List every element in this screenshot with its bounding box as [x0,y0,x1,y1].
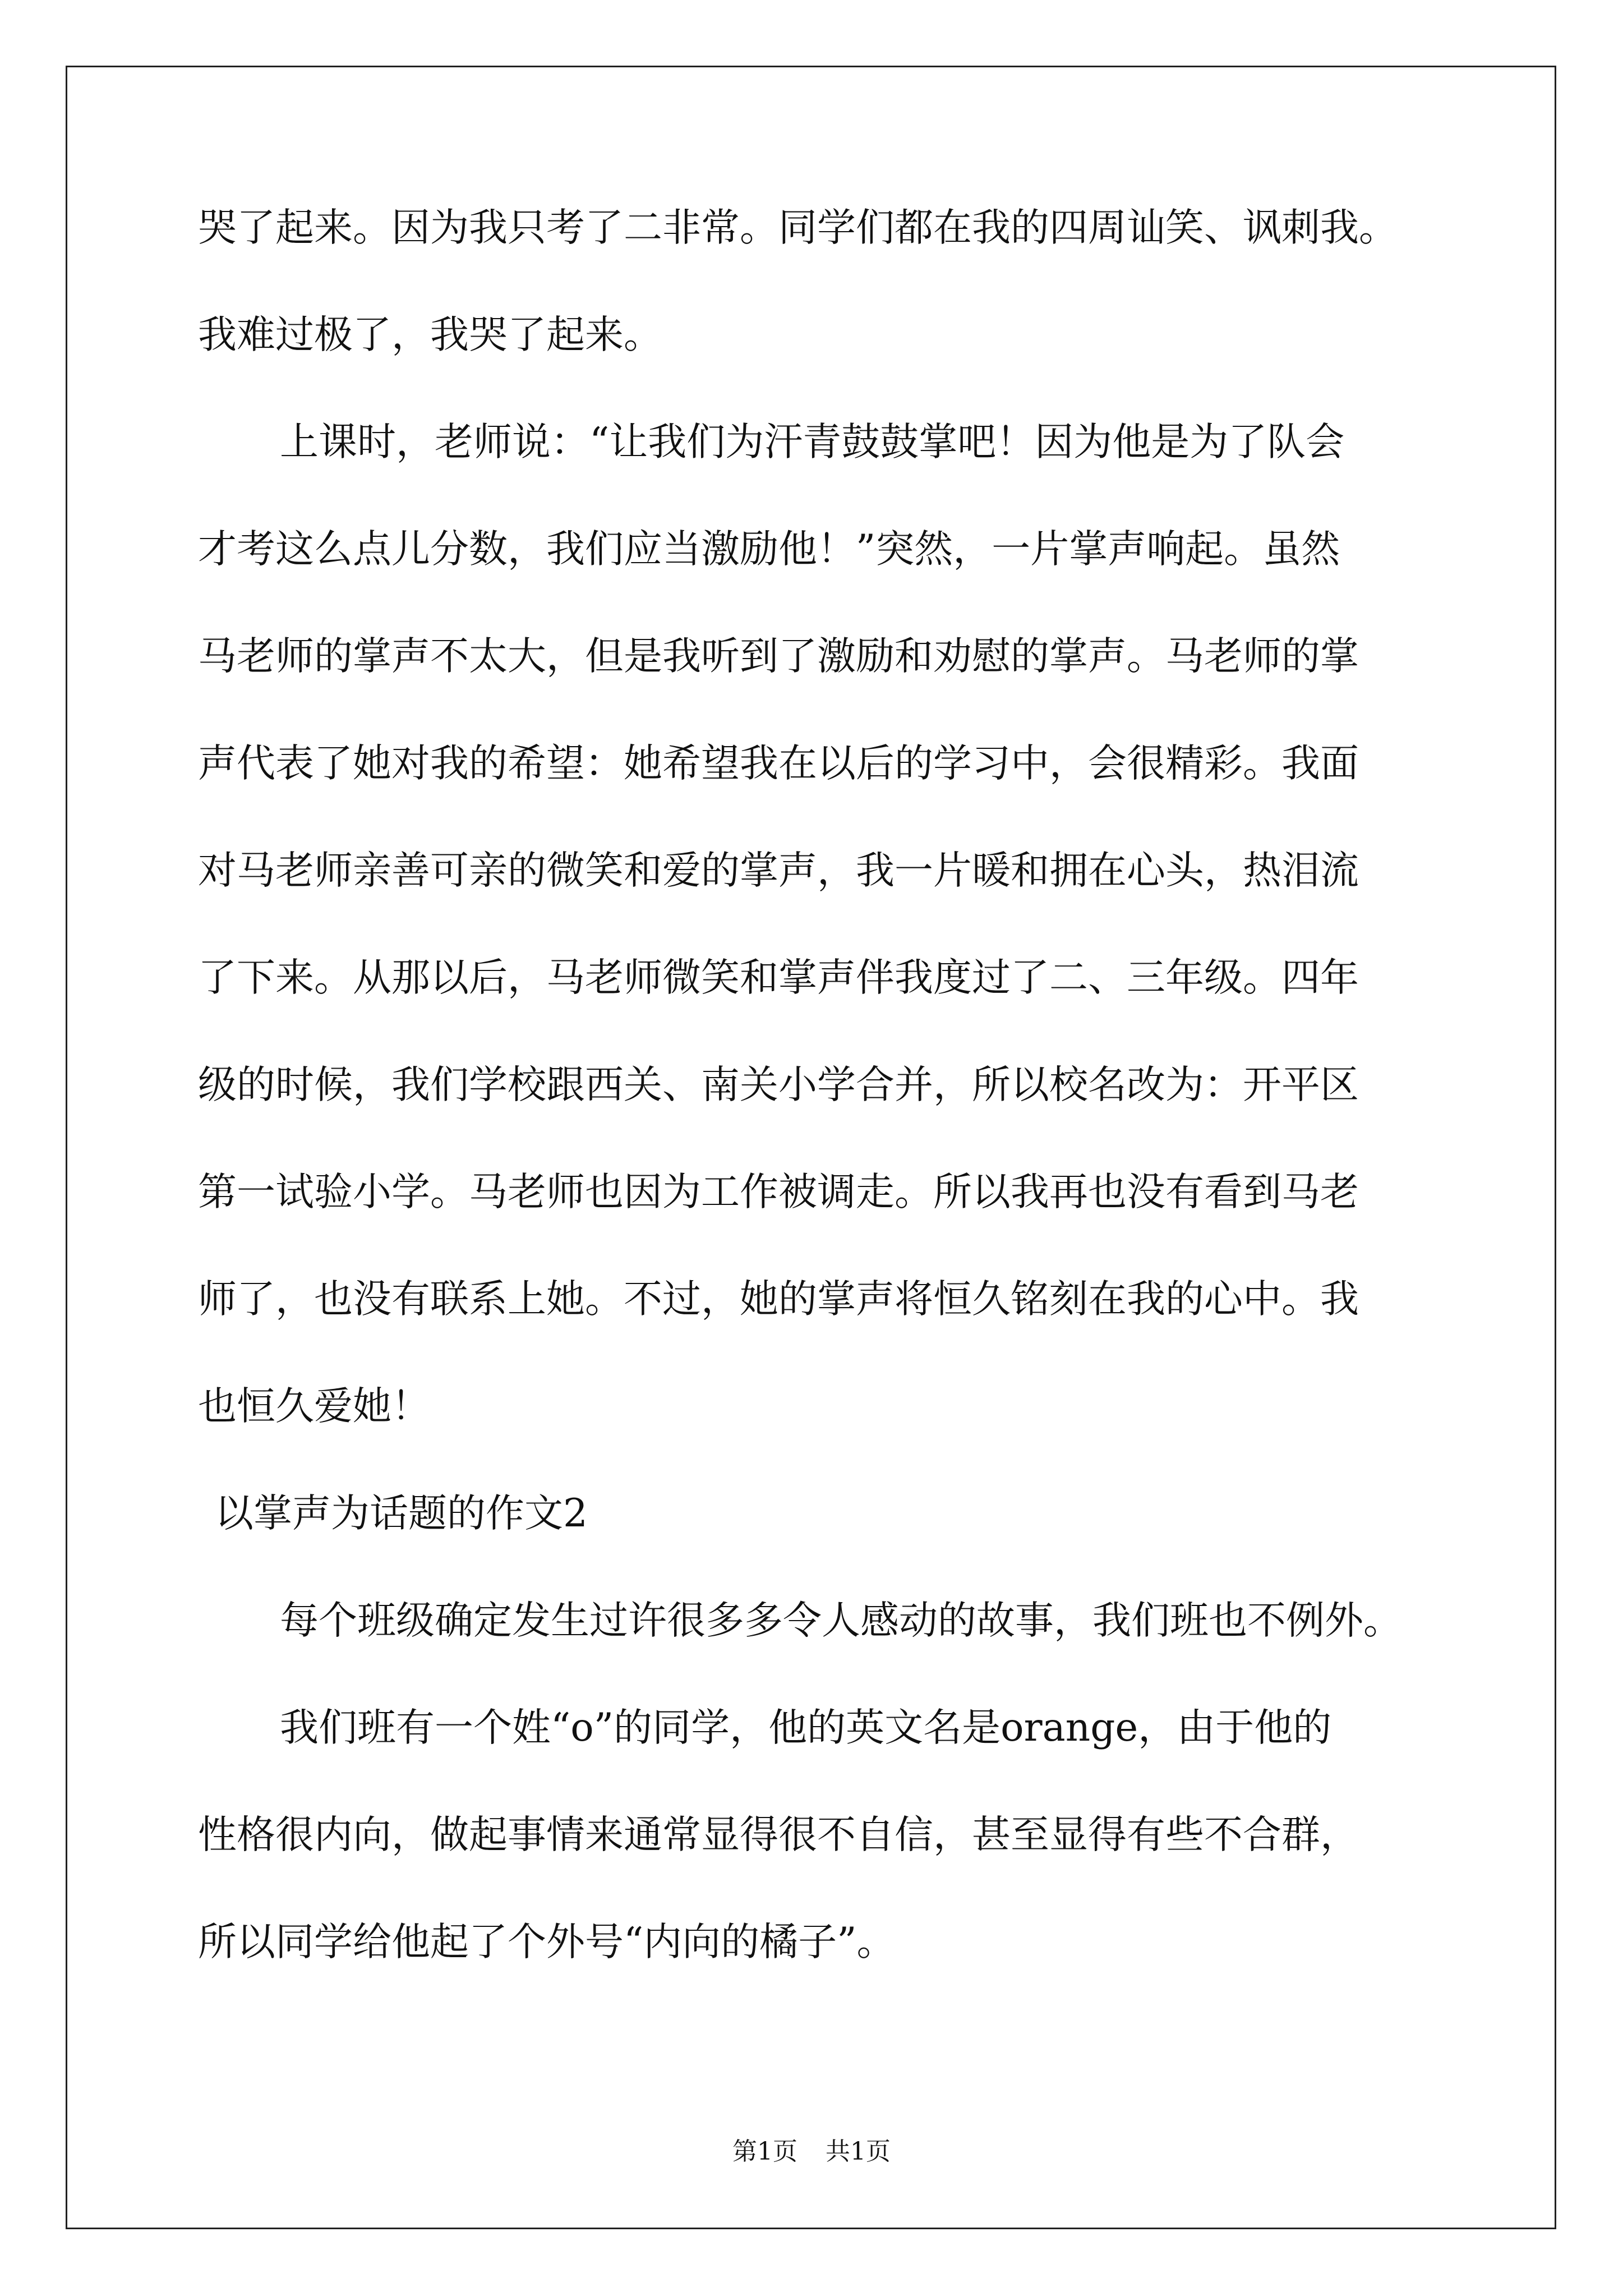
page-footer [0,2139,1623,2164]
page-number: 第1页 [732,2137,797,2166]
section-heading: 以掌声为话题的作文2 [215,1491,588,1536]
paragraph-line: 才考这么点儿分数，我们应当激励他！”突然，一片掌声响起。虽然 [198,527,1340,572]
paragraph-line: 我们班有一个姓“o”的同学，他的英文名是orange，由于他的 [280,1705,1332,1750]
paragraph-line: 了下来。从那以后，马老师微笑和掌声伴我度过了二、三年级。四年 [198,955,1359,1000]
paragraph-line: 所以同学给他起了个外号“内向的橘子”。 [198,1920,896,1964]
paragraph-line: 级的时候，我们学校跟西关、南关小学合并，所以校名改为：开平区 [198,1062,1359,1107]
paragraph-line: 马老师的掌声不太大，但是我听到了激励和劝慰的掌声。马老师的掌 [198,634,1359,679]
paragraph-line: 也恒久爱她！ [198,1384,430,1429]
page-total: 共1页 [826,2137,891,2166]
paragraph-line: 上课时，老师说：“让我们为汗青鼓鼓掌吧！因为他是为了队会 [280,420,1345,464]
paragraph-line: 第一试验小学。马老师也因为工作被调走。所以我再也没有看到马老 [198,1170,1359,1214]
paragraph-line: 我难过极了，我哭了起来。 [198,312,662,357]
paragraph-line: 师了，也没有联系上她。不过，她的掌声将恒久铭刻在我的心中。我 [198,1277,1359,1322]
document-body [198,205,1454,2030]
paragraph-line: 性格很内向，做起事情来通常显得很不自信，甚至显得有些不合群， [198,1812,1359,1857]
paragraph-line: 每个班级确定发生过许很多多令人感动的故事，我们班也不例外。 [280,1598,1402,1643]
paragraph-line: 哭了起来。因为我只考了二非常。同学们都在我的四周讪笑、讽刺我。 [198,205,1398,250]
paragraph-line: 声代表了她对我的希望：她希望我在以后的学习中，会很精彩。我面 [198,741,1359,786]
paragraph-line: 对马老师亲善可亲的微笑和爱的掌声，我一片暖和拥在心头，热泪流 [198,848,1359,893]
